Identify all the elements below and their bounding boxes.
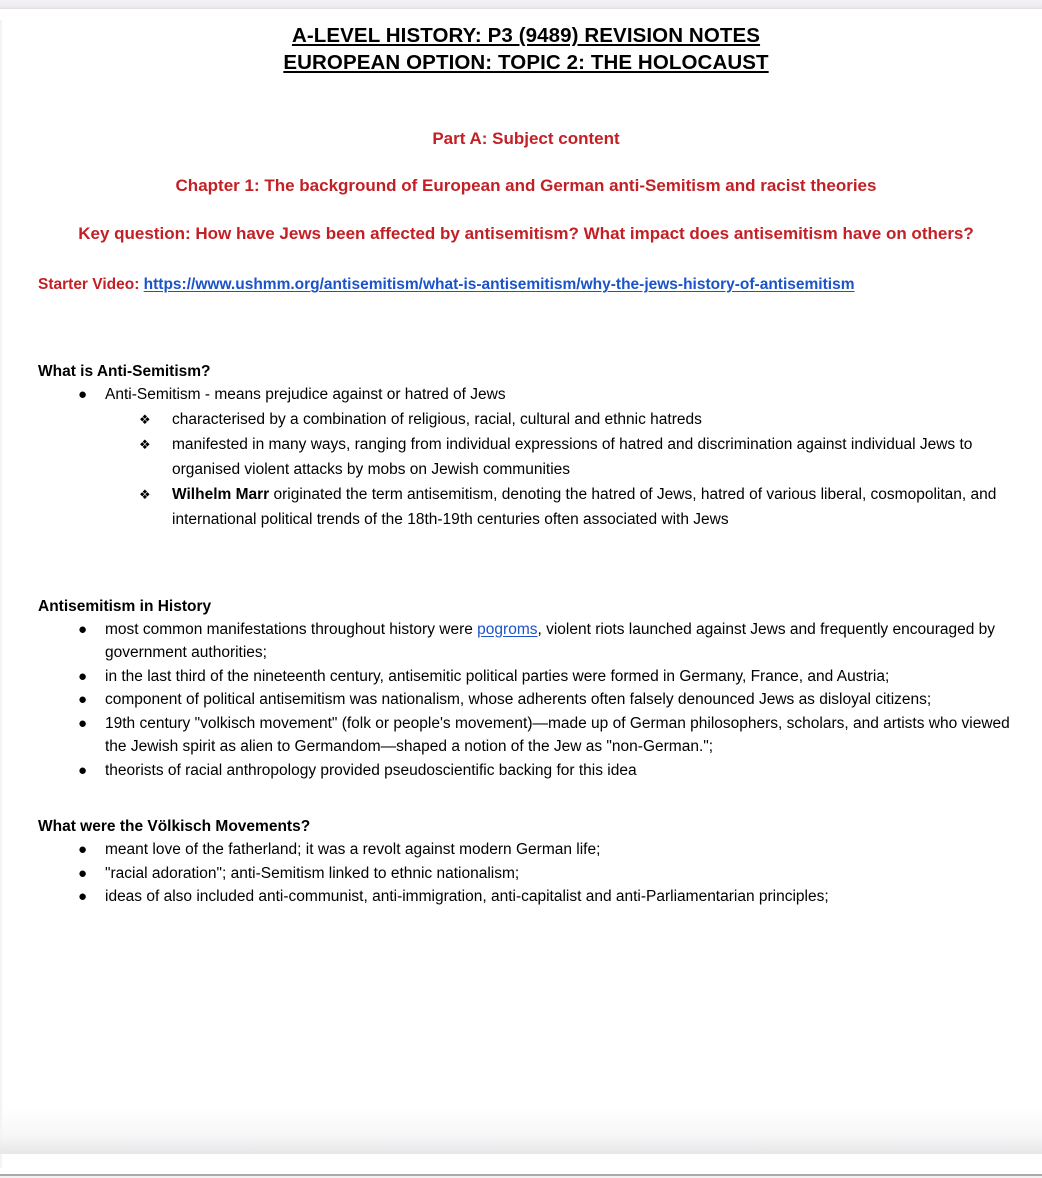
title-line-2 [38, 49, 1014, 76]
chapter-heading: Chapter 1: The background of European and German anti-Semitism and racist theories [175, 176, 877, 195]
disc-bullet-icon: ● [78, 888, 88, 905]
starter-video-link[interactable]: https://www.ushmm.org/antisemitism/what-is-antisemitism/why-the-jews-history-of-antisemitism [143, 276, 855, 293]
list-item [38, 759, 1014, 783]
bullet-text: theorists of racial anthropology provided pseudoscientific backing for this idea [105, 761, 637, 779]
anti-semitism-sub-list [105, 407, 1014, 532]
part-a-heading: Part A: Subject content [432, 129, 620, 148]
bullet-text: Anti-Semitism - means prejudice against or hatred of Jews [105, 386, 506, 403]
disc-bullet-icon: ● [78, 841, 88, 858]
disc-bullet-icon: ● [78, 620, 88, 638]
sub-bullet-bold-lead: Wilhelm Marr [172, 485, 270, 503]
sub-bullet-text: characterised by a combination of religious, racial, cultural and ethnic hatreds [172, 410, 702, 428]
starter-video-line [38, 272, 1014, 297]
starter-video-label: Starter Video: [38, 276, 144, 293]
bullet-text-post: , violent riots launched against Jews and frequently encouraged by government authorities; [105, 620, 996, 661]
list-item [38, 618, 1014, 665]
document-page [0, 10, 1042, 1158]
disc-bullet-icon: ● [78, 761, 88, 779]
disc-bullet-icon: ● [78, 714, 88, 732]
bullet-text: in the last third of the nineteenth century, antisemitic political parties were formed in Germany, France, and Austria; [105, 667, 890, 685]
diamond-bullet-icon: ❖ [139, 436, 151, 452]
list-item [38, 712, 1014, 759]
list-item [105, 407, 1014, 432]
list-item [38, 862, 1014, 886]
section-heading-antisemitism-in-history: Antisemitism in History [38, 597, 212, 615]
section-heading-volkisch-movements: What were the Völkisch Movements? [38, 818, 311, 835]
bullet-text: ideas of also included anti-communist, anti-immigration, anti-capitalist and anti-Parliamentarian principles; [105, 888, 829, 905]
bullet-text: component of political antisemitism was nationalism, whose adherents often falsely denounced Jews as disloyal citizens; [105, 691, 932, 708]
list-item [38, 885, 1014, 909]
volkisch-bullet-list [38, 838, 1014, 909]
document-body [0, 10, 1042, 909]
list-item [38, 688, 1014, 712]
sub-bullet-text: manifested in many ways, ranging from individual expressions of hatred and discrimination against individual Jews to organised violent attacks by mobs on Jewish communities [172, 435, 973, 478]
page-left-edge [0, 20, 3, 1168]
bullet-text: meant love of the fatherland; it was a revolt against modern German life; [105, 841, 601, 858]
bullet-text: "racial adoration"; anti-Semitism linked to ethnic nationalism; [105, 864, 520, 882]
window-top-strip [0, 0, 1042, 9]
disc-bullet-icon: ● [78, 691, 88, 708]
key-question-heading: Key question: How have Jews been affected by antisemitism? What impact does antisemitism have on others? [78, 224, 974, 243]
list-item [38, 665, 1014, 689]
title-line-1 [38, 22, 1014, 49]
section-heading-what-is-anti-semitism: What is Anti-Semitism? [38, 363, 211, 380]
list-item [105, 432, 1014, 482]
diamond-bullet-icon: ❖ [139, 411, 151, 427]
bullet-text: 19th century "volkisch movement" (folk or people's movement)—made up of German philosophers, scholars, and artists who viewed the Jewish spirit as alien to Germandom—shaped a notion of the Jew as "non-German."; [105, 714, 1010, 755]
title-line-2-text: EUROPEAN OPTION: TOPIC 2: THE HOLOCAUST [283, 51, 769, 74]
anti-semitism-bullet-list [38, 383, 1014, 532]
history-bullet-list [38, 618, 1014, 783]
disc-bullet-icon: ● [78, 386, 88, 403]
pogroms-link[interactable]: pogroms [477, 620, 538, 638]
document-title [38, 22, 1014, 76]
bullet-text-pre: most common manifestations throughout history were [105, 620, 478, 638]
disc-bullet-icon: ● [78, 667, 88, 685]
disc-bullet-icon: ● [78, 864, 88, 882]
list-item [105, 482, 1014, 532]
list-item [38, 383, 1014, 532]
diamond-bullet-icon: ❖ [139, 486, 151, 502]
page-bottom-fade [0, 1108, 1042, 1154]
title-line-1-text: A-LEVEL HISTORY: P3 (9489) REVISION NOTES [291, 24, 761, 47]
list-item [38, 838, 1014, 862]
sub-bullet-text: originated the term antisemitism, denoting the hatred of Jews, hatred of various liberal, cosmopolitan, and international political trends of the 18th-19th centuries often associated with Jews [172, 485, 997, 528]
